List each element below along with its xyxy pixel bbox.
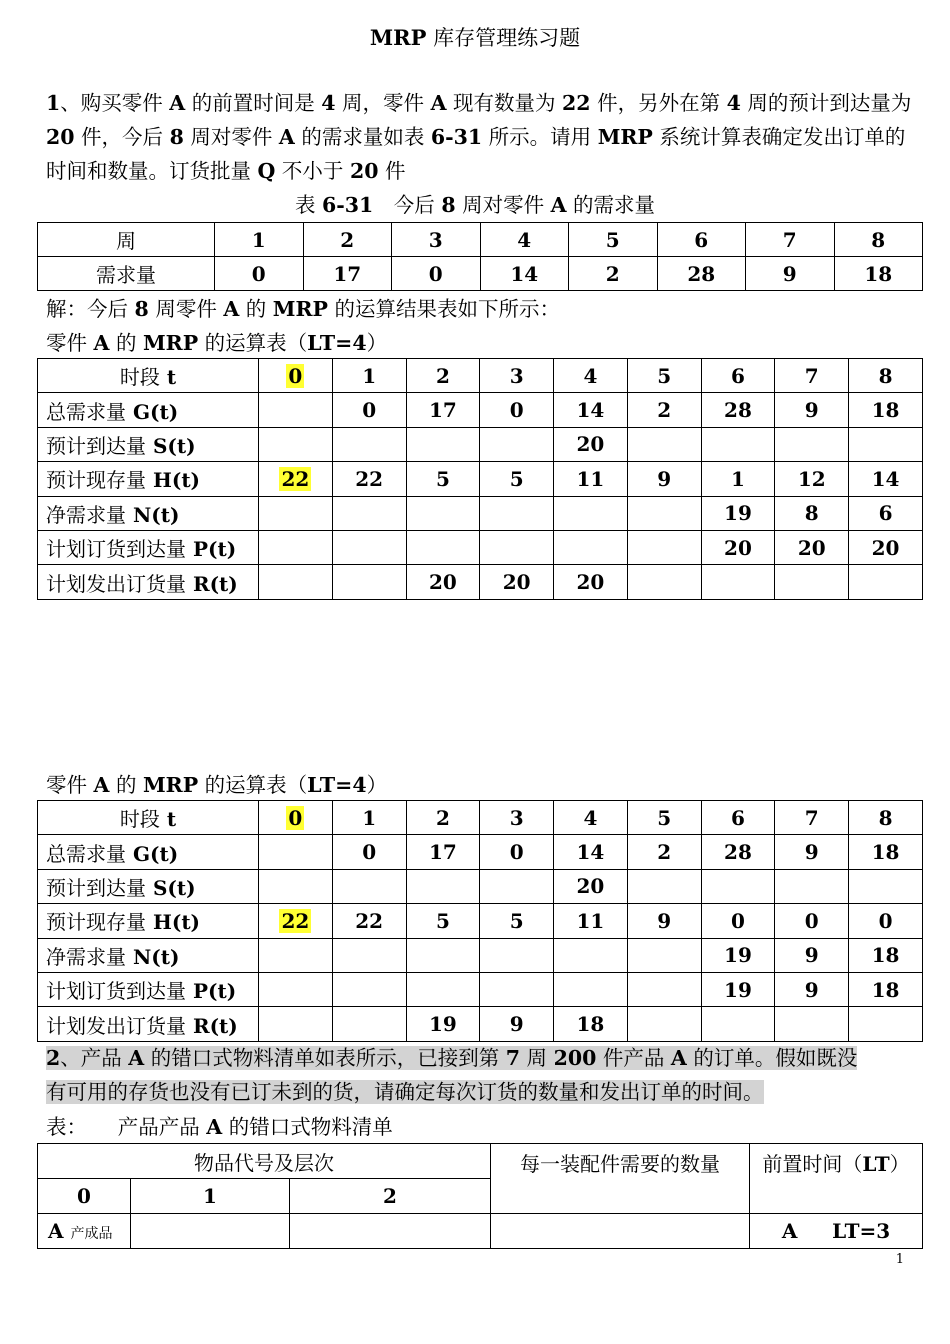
table-cell: 28	[701, 835, 775, 869]
table-cell: 18	[849, 393, 923, 427]
table-cell: 9	[775, 972, 849, 1006]
table-cell	[849, 869, 923, 903]
mrp-table-2-caption: 零件 A 的 MRP 的运算表（LT=4）	[46, 773, 388, 797]
table-cell	[406, 530, 480, 564]
table-cell: 5	[627, 359, 701, 393]
table-cell	[259, 835, 333, 869]
mrp-table-1	[37, 358, 923, 600]
table-cell: 7	[746, 223, 835, 257]
table-cell	[259, 359, 333, 393]
row-label: 计划发出订货量 R(t)	[38, 1007, 259, 1041]
table-cell: 17	[303, 257, 392, 291]
table-cell: 2	[627, 393, 701, 427]
table-cell: 28	[701, 393, 775, 427]
table-cell	[554, 530, 628, 564]
table-cell: 14	[480, 257, 569, 291]
table-cell: 8	[834, 223, 923, 257]
row-label: 预计现存量 H(t)	[38, 462, 259, 496]
table-cell: 2	[406, 359, 480, 393]
table-cell	[701, 1007, 775, 1041]
table-cell: 18	[849, 938, 923, 972]
table-cell	[332, 565, 406, 599]
table-cell: 20	[480, 565, 554, 599]
table-cell	[627, 427, 701, 461]
table-cell: 22	[332, 904, 406, 938]
highlight-mark: 0	[288, 805, 303, 830]
row-label: 时段 t	[38, 801, 259, 835]
table-cell	[259, 972, 333, 1006]
solution-line: 解：今后 8 周零件 A 的 MRP 的运算结果表如下所示：	[46, 297, 560, 321]
table-cell: 17	[406, 393, 480, 427]
table-cell: 8	[849, 359, 923, 393]
row-label: 预计到达量 S(t)	[38, 869, 259, 903]
highlight-mark: 22	[281, 466, 310, 491]
table-cell: 1	[332, 801, 406, 835]
table-cell	[480, 496, 554, 530]
table-cell	[406, 972, 480, 1006]
bom-caption: 表： 产品产品 A 的错口式物料清单	[46, 1115, 393, 1139]
table-cell	[259, 938, 333, 972]
table-cell	[332, 427, 406, 461]
bom-table	[37, 1143, 923, 1249]
table-cell: 7	[775, 801, 849, 835]
table-cell	[554, 938, 628, 972]
table-cell	[332, 530, 406, 564]
table-cell: 9	[775, 393, 849, 427]
table-cell: 5	[480, 904, 554, 938]
table-cell: 3	[392, 223, 481, 257]
bom-row-item: A 产成品	[38, 1214, 131, 1249]
row-label: 预计到达量 S(t)	[38, 427, 259, 461]
row-header: 需求量	[38, 257, 215, 291]
table-cell	[849, 565, 923, 599]
row-label: 总需求量 G(t)	[38, 835, 259, 869]
row-label: 预计现存量 H(t)	[38, 904, 259, 938]
table-cell	[406, 427, 480, 461]
table-cell	[480, 427, 554, 461]
table-cell	[259, 904, 333, 938]
table-cell: 1	[701, 462, 775, 496]
table-cell	[775, 427, 849, 461]
table-cell: 28	[657, 257, 746, 291]
table-cell: 2	[569, 257, 658, 291]
table-cell: 6	[701, 801, 775, 835]
table-cell	[701, 427, 775, 461]
table-cell: 5	[480, 462, 554, 496]
table-cell: 19	[701, 972, 775, 1006]
table-cell	[627, 565, 701, 599]
page-number: 1	[895, 1252, 904, 1267]
question-1: 1、购买零件 A 的前置时间是 4 周，零件 A 现有数量为 22 件，另外在第 4 周的预计到达量为 20 件，今后 8 周对零件 A 的需求量如表 6-31 所示。请用 MRP 系统计算表确定发出订单的时间和数量。订货批量 Q 不小于 20 件	[46, 91, 912, 183]
table-cell: 0	[392, 257, 481, 291]
table-cell: 3	[480, 359, 554, 393]
table-cell: 18	[834, 257, 923, 291]
table-cell: 8	[849, 801, 923, 835]
table-cell	[627, 972, 701, 1006]
table-cell	[554, 496, 628, 530]
table-cell: 5	[406, 904, 480, 938]
table-cell: 14	[554, 835, 628, 869]
table-cell: 22	[332, 462, 406, 496]
table-cell: 4	[554, 359, 628, 393]
table-cell: 6	[849, 496, 923, 530]
table-cell	[259, 530, 333, 564]
table-cell: 4	[554, 801, 628, 835]
table-cell	[259, 1007, 333, 1041]
table-cell: 0	[775, 904, 849, 938]
bom-level-2: 2	[290, 1179, 491, 1214]
table-cell: 9	[775, 938, 849, 972]
row-label: 计划订货到达量 P(t)	[38, 972, 259, 1006]
table-cell	[775, 1007, 849, 1041]
table-cell: 1	[332, 359, 406, 393]
row-label: 总需求量 G(t)	[38, 393, 259, 427]
table-6-31-caption: 表 6-31 今后 8 周对零件 A 的需求量	[294, 193, 656, 217]
table-cell	[627, 496, 701, 530]
table-cell	[332, 496, 406, 530]
table-cell: 7	[775, 359, 849, 393]
highlight-mark: 22	[281, 908, 310, 933]
table-cell: 20	[554, 869, 628, 903]
table-cell	[332, 972, 406, 1006]
table-cell: 9	[627, 462, 701, 496]
table-cell	[627, 869, 701, 903]
table-cell	[259, 427, 333, 461]
table-cell: 0	[701, 904, 775, 938]
bom-cell	[131, 1214, 290, 1249]
bom-header-qty: 每一装配件需要的数量	[491, 1144, 750, 1214]
bom-row-lt: A LT=3	[750, 1214, 923, 1249]
table-cell: 8	[775, 496, 849, 530]
table-cell	[554, 972, 628, 1006]
table-cell: 20	[775, 530, 849, 564]
table-cell	[259, 565, 333, 599]
question-2-line-2: 有可用的存货也没有已订未到的货，请确定每次订货的数量和发出订单的时间。	[46, 1080, 764, 1104]
highlight-mark: 0	[288, 363, 303, 388]
row-label: 时段 t	[38, 359, 259, 393]
table-cell	[627, 530, 701, 564]
table-cell: 14	[554, 393, 628, 427]
bom-header-lt: 前置时间（LT）	[750, 1144, 923, 1214]
bom-cell	[491, 1214, 750, 1249]
question-2	[46, 1041, 908, 1109]
table-cell: 9	[480, 1007, 554, 1041]
table-cell: 9	[627, 904, 701, 938]
table-cell: 5	[627, 801, 701, 835]
table-cell	[849, 427, 923, 461]
page-title: MRP 库存管理练习题	[369, 25, 581, 50]
table-cell	[406, 938, 480, 972]
table-cell: 6	[701, 359, 775, 393]
table-cell	[406, 869, 480, 903]
table-cell	[480, 869, 554, 903]
row-label: 净需求量 N(t)	[38, 938, 259, 972]
bom-header-item: 物品代号及层次	[38, 1144, 491, 1179]
table-cell	[701, 565, 775, 599]
table-cell: 0	[480, 835, 554, 869]
table-cell	[259, 393, 333, 427]
table-cell	[775, 565, 849, 599]
table-cell: 5	[569, 223, 658, 257]
table-cell: 18	[554, 1007, 628, 1041]
demand-table	[37, 222, 923, 291]
table-cell	[480, 530, 554, 564]
table-cell	[259, 462, 333, 496]
table-cell	[332, 1007, 406, 1041]
table-cell: 20	[406, 565, 480, 599]
table-cell: 6	[657, 223, 746, 257]
mrp-table-2	[37, 800, 923, 1042]
table-cell	[332, 869, 406, 903]
table-cell: 4	[480, 223, 569, 257]
table-cell: 3	[480, 801, 554, 835]
mrp-table-1-caption: 零件 A 的 MRP 的运算表（LT=4）	[46, 331, 388, 355]
table-cell: 2	[303, 223, 392, 257]
bom-cell	[290, 1214, 491, 1249]
table-cell: 20	[849, 530, 923, 564]
table-cell: 18	[849, 972, 923, 1006]
table-cell	[775, 869, 849, 903]
table-cell	[627, 938, 701, 972]
table-cell: 19	[701, 938, 775, 972]
table-cell	[627, 1007, 701, 1041]
table-cell: 19	[701, 496, 775, 530]
table-cell: 14	[849, 462, 923, 496]
table-cell: 0	[332, 835, 406, 869]
table-cell	[259, 869, 333, 903]
table-cell: 0	[215, 257, 304, 291]
table-cell: 1	[215, 223, 304, 257]
table-cell: 19	[406, 1007, 480, 1041]
table-cell	[701, 869, 775, 903]
table-cell: 5	[406, 462, 480, 496]
table-cell: 20	[554, 565, 628, 599]
bom-level-1: 1	[131, 1179, 290, 1214]
row-label: 计划发出订货量 R(t)	[38, 565, 259, 599]
table-cell: 9	[746, 257, 835, 291]
table-cell: 11	[554, 462, 628, 496]
table-cell: 11	[554, 904, 628, 938]
table-cell: 20	[554, 427, 628, 461]
table-cell: 20	[701, 530, 775, 564]
table-cell	[259, 496, 333, 530]
table-cell	[480, 972, 554, 1006]
table-cell: 17	[406, 835, 480, 869]
table-cell: 2	[406, 801, 480, 835]
table-cell: 18	[849, 835, 923, 869]
question-2-line-1: 2、产品 A 的错口式物料清单如表所示，已接到第 7 周 200 件产品 A 的订单。假如既没	[46, 1046, 858, 1070]
row-label: 计划订货到达量 P(t)	[38, 530, 259, 564]
row-header: 周	[38, 223, 215, 257]
table-cell: 0	[480, 393, 554, 427]
table-cell: 12	[775, 462, 849, 496]
row-label: 净需求量 N(t)	[38, 496, 259, 530]
table-cell	[406, 496, 480, 530]
table-cell	[259, 801, 333, 835]
bom-level-0: 0	[38, 1179, 131, 1214]
table-cell	[332, 938, 406, 972]
table-cell: 0	[332, 393, 406, 427]
table-cell: 2	[627, 835, 701, 869]
table-cell	[849, 1007, 923, 1041]
table-cell: 9	[775, 835, 849, 869]
table-cell	[480, 938, 554, 972]
table-cell: 0	[849, 904, 923, 938]
